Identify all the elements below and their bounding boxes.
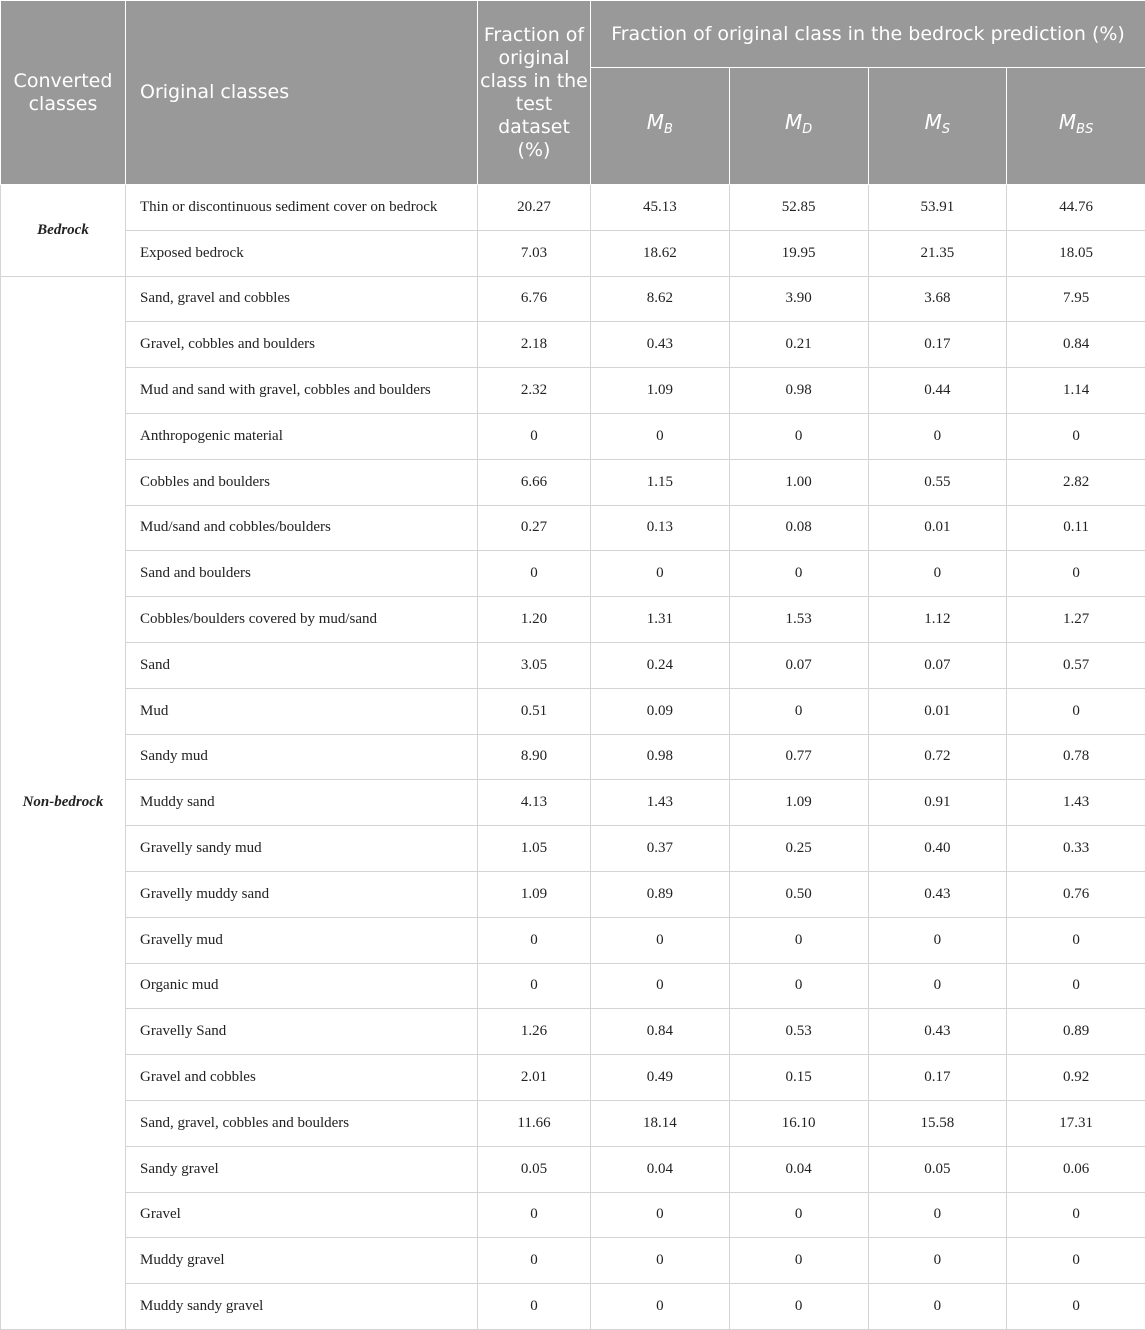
original-class-cell: Mud and sand with gravel, cobbles and boulders <box>126 368 478 414</box>
table-row <box>1 1238 1145 1284</box>
value-cell-ms: 0 <box>868 1284 1007 1330</box>
value-cell-test: 3.05 <box>478 642 591 688</box>
table-row <box>1 505 1145 551</box>
value-cell-mbs: 0.33 <box>1007 826 1145 872</box>
value-cell-mbs: 0.76 <box>1007 871 1145 917</box>
value-cell-md: 52.85 <box>729 185 868 231</box>
table-row <box>1 642 1145 688</box>
value-cell-ms: 1.12 <box>868 597 1007 643</box>
table-header <box>1 1 1145 185</box>
value-cell-test: 0 <box>478 1238 591 1284</box>
value-cell-ms: 15.58 <box>868 1100 1007 1146</box>
model-ms-main: M <box>925 110 942 134</box>
value-cell-mb: 0.37 <box>591 826 730 872</box>
value-cell-mb: 0 <box>591 413 730 459</box>
model-mbs-sub: BS <box>1076 122 1093 137</box>
value-cell-mbs: 0 <box>1007 413 1145 459</box>
value-cell-test: 0 <box>478 1284 591 1330</box>
value-cell-mb: 0 <box>591 917 730 963</box>
value-cell-md: 0.08 <box>729 505 868 551</box>
table-row <box>1 459 1145 505</box>
value-cell-test: 0 <box>478 963 591 1009</box>
value-cell-mbs: 0.06 <box>1007 1146 1145 1192</box>
value-cell-md: 0 <box>729 688 868 734</box>
value-cell-md: 0.53 <box>729 1009 868 1055</box>
original-class-cell: Cobbles/boulders covered by mud/sand <box>126 597 478 643</box>
value-cell-test: 1.26 <box>478 1009 591 1055</box>
table-row <box>1 1100 1145 1146</box>
value-cell-md: 0.15 <box>729 1055 868 1101</box>
value-cell-mb: 0.98 <box>591 734 730 780</box>
value-cell-mbs: 0.92 <box>1007 1055 1145 1101</box>
header-model-mb <box>591 68 730 185</box>
value-cell-test: 0 <box>478 917 591 963</box>
table-row <box>1 917 1145 963</box>
original-class-cell: Gravelly mud <box>126 917 478 963</box>
value-cell-ms: 0.40 <box>868 826 1007 872</box>
value-cell-mb: 0 <box>591 963 730 1009</box>
value-cell-mbs: 0 <box>1007 551 1145 597</box>
table-row <box>1 1009 1145 1055</box>
value-cell-md: 3.90 <box>729 276 868 322</box>
original-class-cell: Gravel, cobbles and boulders <box>126 322 478 368</box>
value-cell-mbs: 2.82 <box>1007 459 1145 505</box>
value-cell-ms: 0.44 <box>868 368 1007 414</box>
value-cell-mbs: 0.89 <box>1007 1009 1145 1055</box>
value-cell-md: 19.95 <box>729 230 868 276</box>
value-cell-test: 1.20 <box>478 597 591 643</box>
value-cell-ms: 0.17 <box>868 1055 1007 1101</box>
value-cell-mbs: 0.57 <box>1007 642 1145 688</box>
value-cell-mbs: 0 <box>1007 1284 1145 1330</box>
model-ms-sub: S <box>942 122 950 137</box>
value-cell-ms: 0.91 <box>868 780 1007 826</box>
value-cell-mb: 1.43 <box>591 780 730 826</box>
value-cell-md: 0 <box>729 1192 868 1238</box>
header-fraction-prediction: Fraction of original class in the bedrock prediction (%) <box>591 1 1145 68</box>
original-class-cell: Gravel <box>126 1192 478 1238</box>
original-class-cell: Sandy gravel <box>126 1146 478 1192</box>
value-cell-ms: 3.68 <box>868 276 1007 322</box>
table-row <box>1 551 1145 597</box>
value-cell-ms: 0.17 <box>868 322 1007 368</box>
model-md-sub: D <box>802 122 812 137</box>
table-row <box>1 597 1145 643</box>
value-cell-test: 0 <box>478 1192 591 1238</box>
original-class-cell: Sand and boulders <box>126 551 478 597</box>
value-cell-mb: 18.14 <box>591 1100 730 1146</box>
value-cell-mbs: 0.11 <box>1007 505 1145 551</box>
value-cell-test: 4.13 <box>478 780 591 826</box>
value-cell-md: 0 <box>729 551 868 597</box>
original-class-cell: Sand <box>126 642 478 688</box>
value-cell-mb: 0.43 <box>591 322 730 368</box>
model-mb-sub: B <box>664 122 673 137</box>
table-row <box>1 413 1145 459</box>
original-class-cell: Gravel and cobbles <box>126 1055 478 1101</box>
original-class-cell: Anthropogenic material <box>126 413 478 459</box>
value-cell-mbs: 0 <box>1007 1238 1145 1284</box>
table-row <box>1 230 1145 276</box>
header-converted-classes: Converted classes <box>1 1 126 185</box>
value-cell-test: 0.27 <box>478 505 591 551</box>
value-cell-ms: 0.55 <box>868 459 1007 505</box>
value-cell-mbs: 44.76 <box>1007 185 1145 231</box>
value-cell-test: 2.18 <box>478 322 591 368</box>
value-cell-md: 0 <box>729 963 868 1009</box>
original-class-cell: Organic mud <box>126 963 478 1009</box>
value-cell-ms: 0.43 <box>868 1009 1007 1055</box>
value-cell-test: 11.66 <box>478 1100 591 1146</box>
model-mb-main: M <box>647 110 664 134</box>
value-cell-mbs: 17.31 <box>1007 1100 1145 1146</box>
value-cell-md: 0 <box>729 413 868 459</box>
value-cell-ms: 0 <box>868 551 1007 597</box>
value-cell-mb: 0 <box>591 1238 730 1284</box>
model-md-main: M <box>785 110 802 134</box>
table-row <box>1 826 1145 872</box>
value-cell-mbs: 0 <box>1007 1192 1145 1238</box>
value-cell-ms: 0.72 <box>868 734 1007 780</box>
value-cell-mb: 0.09 <box>591 688 730 734</box>
header-model-ms <box>868 68 1007 185</box>
original-class-cell: Sandy mud <box>126 734 478 780</box>
original-class-cell: Gravelly sandy mud <box>126 826 478 872</box>
value-cell-mbs: 1.14 <box>1007 368 1145 414</box>
value-cell-test: 0.05 <box>478 1146 591 1192</box>
value-cell-ms: 0 <box>868 413 1007 459</box>
value-cell-mb: 0.89 <box>591 871 730 917</box>
table-row <box>1 688 1145 734</box>
table-row <box>1 734 1145 780</box>
value-cell-mbs: 0 <box>1007 688 1145 734</box>
value-cell-test: 0 <box>478 551 591 597</box>
value-cell-ms: 0.01 <box>868 505 1007 551</box>
value-cell-ms: 0 <box>868 1192 1007 1238</box>
value-cell-mb: 8.62 <box>591 276 730 322</box>
value-cell-mb: 0.49 <box>591 1055 730 1101</box>
value-cell-mbs: 18.05 <box>1007 230 1145 276</box>
original-class-cell: Sand, gravel, cobbles and boulders <box>126 1100 478 1146</box>
value-cell-ms: 0.05 <box>868 1146 1007 1192</box>
value-cell-test: 1.05 <box>478 826 591 872</box>
table-row <box>1 1284 1145 1330</box>
value-cell-mb: 45.13 <box>591 185 730 231</box>
value-cell-md: 1.53 <box>729 597 868 643</box>
value-cell-ms: 0.43 <box>868 871 1007 917</box>
value-cell-md: 0.07 <box>729 642 868 688</box>
value-cell-test: 2.01 <box>478 1055 591 1101</box>
original-class-cell: Mud <box>126 688 478 734</box>
value-cell-md: 0 <box>729 1238 868 1284</box>
original-class-cell: Exposed bedrock <box>126 230 478 276</box>
value-cell-test: 6.76 <box>478 276 591 322</box>
table-row <box>1 1055 1145 1101</box>
value-cell-mbs: 1.27 <box>1007 597 1145 643</box>
value-cell-test: 7.03 <box>478 230 591 276</box>
converted-class-cell: Non-bedrock <box>1 276 126 1329</box>
value-cell-md: 0.50 <box>729 871 868 917</box>
table-row <box>1 368 1145 414</box>
header-fraction-test: Fraction of original class in the test dataset (%) <box>478 1 591 185</box>
model-mbs-main: M <box>1059 110 1076 134</box>
original-class-cell: Muddy gravel <box>126 1238 478 1284</box>
value-cell-mb: 0.84 <box>591 1009 730 1055</box>
value-cell-mb: 1.15 <box>591 459 730 505</box>
value-cell-mb: 0 <box>591 551 730 597</box>
value-cell-md: 1.00 <box>729 459 868 505</box>
original-class-cell: Thin or discontinuous sediment cover on bedrock <box>126 185 478 231</box>
table-row <box>1 185 1145 231</box>
value-cell-mb: 18.62 <box>591 230 730 276</box>
value-cell-mbs: 7.95 <box>1007 276 1145 322</box>
value-cell-md: 0.25 <box>729 826 868 872</box>
original-class-cell: Gravelly muddy sand <box>126 871 478 917</box>
value-cell-test: 0.51 <box>478 688 591 734</box>
value-cell-md: 0 <box>729 917 868 963</box>
value-cell-ms: 0 <box>868 917 1007 963</box>
table-row <box>1 276 1145 322</box>
value-cell-test: 8.90 <box>478 734 591 780</box>
value-cell-mbs: 1.43 <box>1007 780 1145 826</box>
value-cell-md: 0.21 <box>729 322 868 368</box>
table-row <box>1 1192 1145 1238</box>
value-cell-test: 6.66 <box>478 459 591 505</box>
original-class-cell: Muddy sandy gravel <box>126 1284 478 1330</box>
table-row <box>1 871 1145 917</box>
value-cell-mb: 1.31 <box>591 597 730 643</box>
value-cell-mb: 0 <box>591 1284 730 1330</box>
table-row <box>1 1146 1145 1192</box>
header-model-mbs <box>1007 68 1145 185</box>
value-cell-mb: 0.04 <box>591 1146 730 1192</box>
value-cell-md: 16.10 <box>729 1100 868 1146</box>
value-cell-mb: 0.13 <box>591 505 730 551</box>
value-cell-ms: 0.01 <box>868 688 1007 734</box>
value-cell-md: 0 <box>729 1284 868 1330</box>
table-row <box>1 780 1145 826</box>
value-cell-ms: 0 <box>868 1238 1007 1284</box>
value-cell-test: 2.32 <box>478 368 591 414</box>
table-body <box>1 185 1145 1330</box>
converted-class-cell: Bedrock <box>1 185 126 277</box>
value-cell-mb: 1.09 <box>591 368 730 414</box>
table-row <box>1 963 1145 1009</box>
value-cell-mb: 0.24 <box>591 642 730 688</box>
original-class-cell: Gravelly Sand <box>126 1009 478 1055</box>
value-cell-md: 0.98 <box>729 368 868 414</box>
value-cell-test: 0 <box>478 413 591 459</box>
value-cell-md: 0.04 <box>729 1146 868 1192</box>
value-cell-mbs: 0 <box>1007 917 1145 963</box>
original-class-cell: Sand, gravel and cobbles <box>126 276 478 322</box>
value-cell-mb: 0 <box>591 1192 730 1238</box>
original-class-cell: Mud/sand and cobbles/boulders <box>126 505 478 551</box>
value-cell-mbs: 0 <box>1007 963 1145 1009</box>
value-cell-mbs: 0.84 <box>1007 322 1145 368</box>
header-model-md <box>729 68 868 185</box>
value-cell-test: 20.27 <box>478 185 591 231</box>
value-cell-ms: 53.91 <box>868 185 1007 231</box>
value-cell-md: 0.77 <box>729 734 868 780</box>
value-cell-mbs: 0.78 <box>1007 734 1145 780</box>
value-cell-ms: 21.35 <box>868 230 1007 276</box>
original-class-cell: Cobbles and boulders <box>126 459 478 505</box>
value-cell-ms: 0.07 <box>868 642 1007 688</box>
value-cell-md: 1.09 <box>729 780 868 826</box>
header-original-classes: Original classes <box>126 1 478 185</box>
original-class-cell: Muddy sand <box>126 780 478 826</box>
value-cell-ms: 0 <box>868 963 1007 1009</box>
table-row <box>1 322 1145 368</box>
value-cell-test: 1.09 <box>478 871 591 917</box>
